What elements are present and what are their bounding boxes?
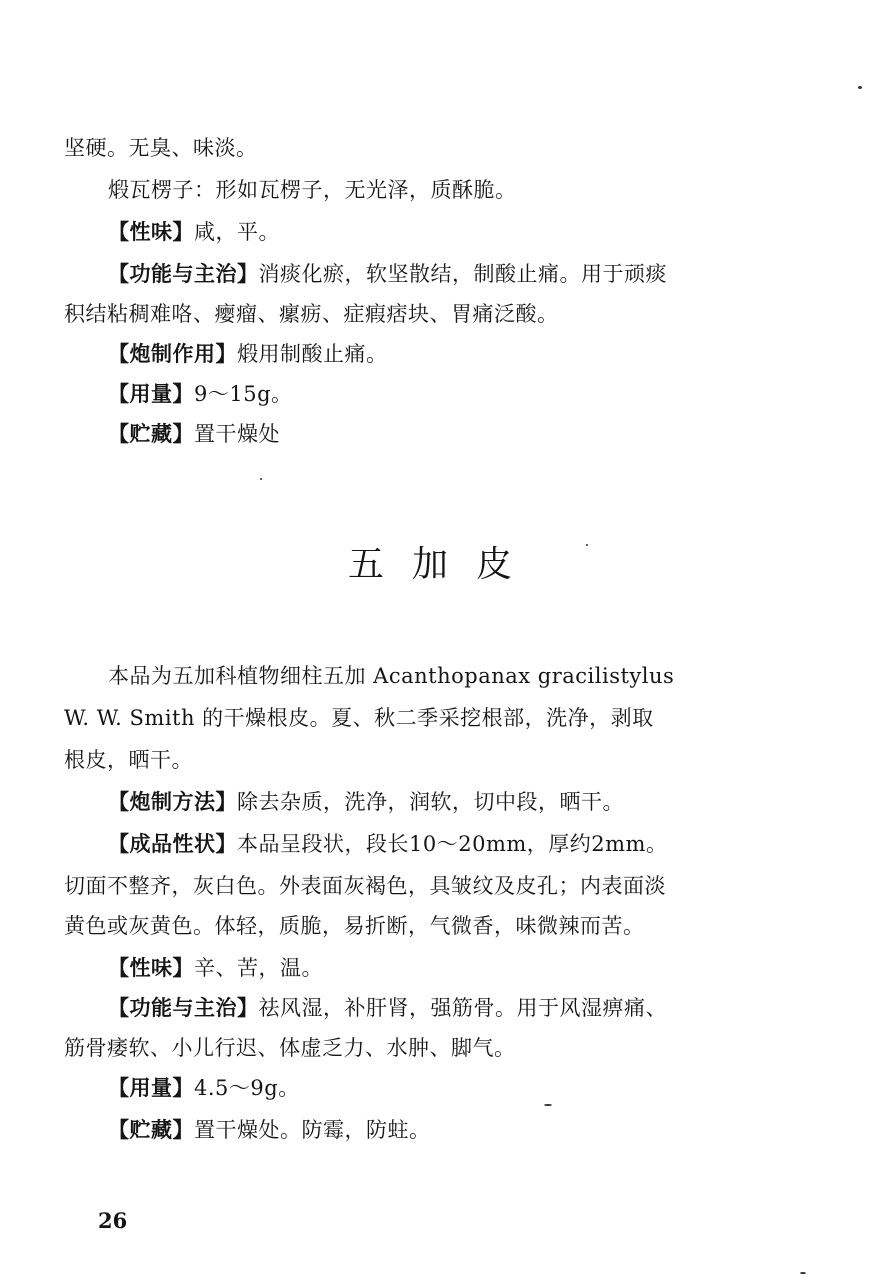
text-line: 积结粘稠难咯、瘿瘤、瘰疬、症瘕痞块、胃痛泛酸。 (64, 302, 559, 326)
section-label: 【用量】 (108, 382, 194, 406)
text-line: 切面不整齐，灰白色。外表面灰褐色，具皱纹及皮孔；内表面淡 (64, 874, 666, 898)
yongliang-paragraph (108, 1076, 300, 1100)
intro-line: W. W. Smith 的干燥根皮。夏、秋二季采挖根部，洗净，剥取 (64, 706, 654, 730)
yongliang-paragraph (108, 382, 293, 406)
section-label: 【性味】 (108, 220, 194, 244)
section-label: 【炮制方法】 (108, 790, 237, 814)
section-text: 辛、苦，温。 (194, 956, 323, 980)
section-label: 【性味】 (108, 956, 194, 980)
text-line: 黄色或灰黄色。体轻，质脆，易折断，气微香，味微辣而苦。 (64, 914, 645, 938)
section-label: 【成品性状】 (108, 832, 237, 856)
paozhi-paragraph (108, 342, 388, 366)
section-text: 9～15g。 (194, 382, 293, 406)
section-text: 祛风湿，补肝肾，强筋骨。用于风湿痹痛、 (258, 996, 667, 1020)
xingwei-paragraph (108, 220, 280, 244)
section-text: 置干燥处。防霉，防蛀。 (194, 1118, 431, 1142)
section-text: 本品呈段状，段长10～20mm，厚约2mm。 (237, 832, 668, 856)
intro-line: 本品为五加科植物细柱五加 Acanthopanax gracilistylus (108, 664, 675, 688)
section-text: 咸，平。 (194, 220, 280, 244)
intro-line: 根皮，晒干。 (64, 748, 193, 772)
gongneng-paragraph (108, 262, 667, 286)
section-text: 煅用制酸止痛。 (237, 342, 388, 366)
scan-speck (544, 1104, 552, 1106)
section-label: 【贮藏】 (108, 422, 194, 446)
text-line: 筋骨痿软、小儿行迟、体虚乏力、水肿、脚气。 (64, 1036, 516, 1060)
scan-speck (800, 1272, 806, 1274)
section-text: 4.5～9g。 (194, 1076, 300, 1100)
section-label: 【炮制作用】 (108, 342, 237, 366)
section-label: 【贮藏】 (108, 1118, 194, 1142)
gongneng-paragraph (108, 996, 667, 1020)
page-number: 26 (98, 1208, 128, 1233)
zhucang-paragraph (108, 1118, 431, 1142)
section-text: 除去杂质，洗净，润软，切中段，晒干。 (237, 790, 624, 814)
zhucang-paragraph (108, 422, 280, 446)
entry-title: 五加皮 (347, 544, 540, 585)
text-line: 煅瓦楞子：形如瓦楞子，无光泽，质酥脆。 (108, 178, 517, 202)
paozhifangfa-paragraph (108, 790, 624, 814)
section-label: 【功能与主治】 (108, 262, 259, 286)
section-text: 置干燥处 (194, 422, 280, 446)
chengpin-paragraph (108, 832, 667, 856)
section-text: 消痰化瘀，软坚散结，制酸止痛。用于顽痰 (258, 262, 667, 286)
scan-speck (586, 544, 588, 546)
xingwei-paragraph (108, 956, 323, 980)
text-line: 坚硬。无臭、味淡。 (64, 136, 258, 160)
section-label: 【功能与主治】 (108, 996, 259, 1020)
scan-speck (260, 478, 262, 480)
scan-speck (858, 86, 862, 89)
section-label: 【用量】 (108, 1076, 194, 1100)
